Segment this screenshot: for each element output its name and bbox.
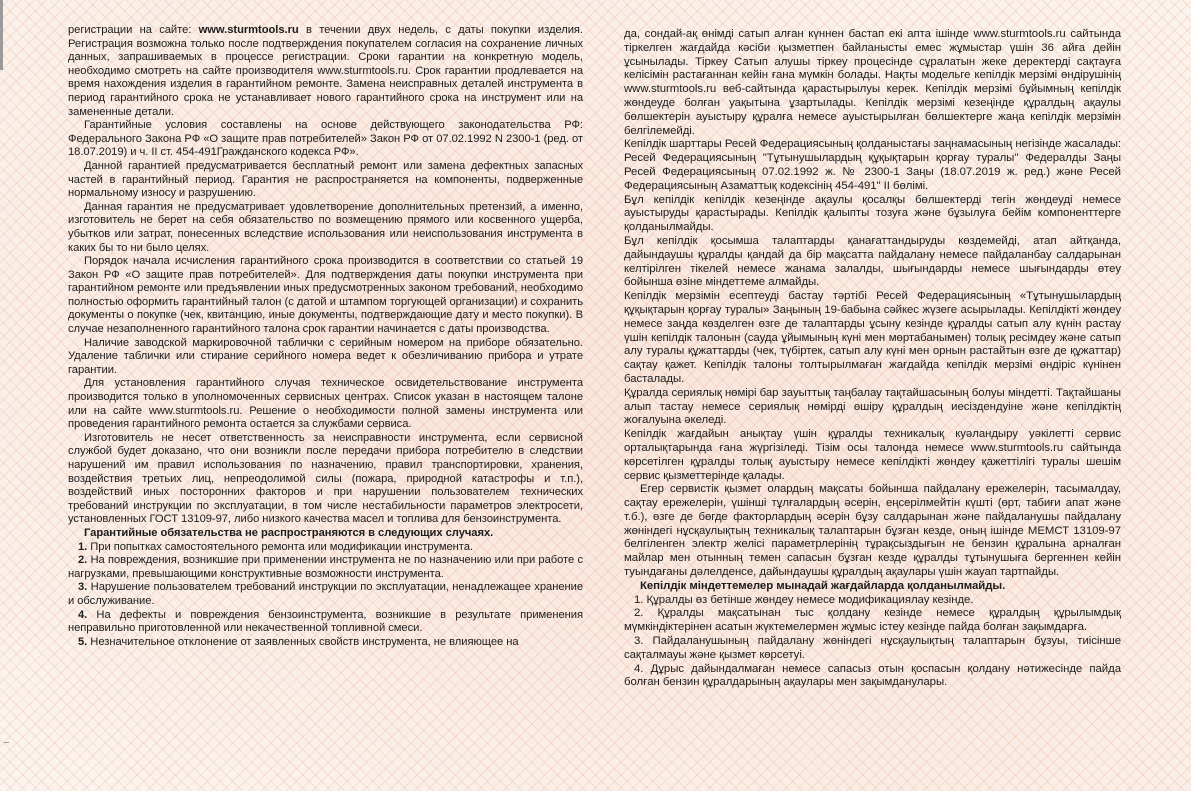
legal-basis-paragraph: Гарантийные условия составлены на основе действующего законодательства РФ: Федерального Закона РФ «О защите прав потребителей» Закон РФ от 07.02.1992 N 2300-1 (ред. от 18.07.2019) и ч. II ст. 454-491Гражданского кодекса РФ». <box>68 119 583 159</box>
kz-exclusion-item-3: 3. Пайдаланушының пайдалану жөніндегі нұсқаулықтың талаптарын бұзуы, тиісінше сақталмауы және қызмет көрсетуі. <box>624 635 1121 661</box>
exclusion-number: 5. <box>78 635 88 648</box>
exclusion-number: 2. <box>78 554 88 567</box>
free-repair-paragraph: Данной гарантией предусматривается бесплатный ремонт или замена дефектных запасных частей в гарантийный период. Гарантия не распространяется на компоненты, подверженные нормальному износу и разрушению. <box>68 159 583 200</box>
kz-registration-paragraph: да, сондай-ақ өнімді сатып алған күннен бастап екі апта ішінде www.sturmtools.ru сайтында тіркелген жағдайда кәсіби қызметпен байланысты емес жұмыстар үшін 36 айға дейін ұсынылады. Тіркеу Сатып алушы тіркеу процесінде сұралатын жеке деректерді сақтауға келісімін растағаннан кейін ғана мүмкін болады. Нақты модельге кепілдік мерзімі өндірушінің www.sturmtools.ru веб-сайтында қарастырылуы керек. Кепілдік мерзімі бұйымның кепілдік жөндеуде болған уақытына ұзартылады. Кепілдік мерзімі кезеңінде құралдың ақаулы бөлшектерін ауыстыру құралға немесе ауыстырылған бөлшектерге жаңа кепілдік мерзімін белгілемейді. <box>624 28 1121 137</box>
page-edge-marker <box>0 0 3 70</box>
exclusion-text: На дефекты и повреждения бензоинструмента, возникшие в результате применения неправильно приготовленной или некачественной топливной смеси. <box>68 608 583 635</box>
exclusion-item-2 <box>68 554 583 581</box>
kz-free-repair-paragraph: Бұл кепілдік кепілдік кезеңінде ақаулы қосалқы бөлшектерді тегін жөндеуді немесе ауыстыруды қарастырады. Кепілдік қалыпты тозуға және бұзылуға бейім компоненттерге қолданылмайды. <box>624 193 1121 234</box>
exclusion-text: На повреждения, возникшие при применении инструмента не по назначению или при работе с нагрузками, превышающими конструктивные возможности инструмента. <box>68 554 583 580</box>
kz-legal-basis-paragraph: Кепілдік шарттары Ресей Федерациясының қолданыстағы заңнамасының негізінде жасалады: Ресей Федерациясының "Тұтынушылардың құқықтарын қорғау туралы" Федералды Заңы Ресей Федерациясының 07.02.1992 ж. № 2300-1 Заңы (18.07.2019 ж. ред.) және Ресей Федерациясының Азаматтық кодексінің 454-491" II бөлімі. <box>624 138 1121 192</box>
russian-warranty-column <box>68 24 583 649</box>
kz-exclusion-item-2: 2. Құралды мақсатынан тыс қолдану кезінде немесе құралдың құрылымдық мүмкіндіктерінен асатын жүктемелермен жұмыс істеу кезінде пайда болған зақымдарға. <box>624 607 1121 634</box>
kz-warranty-start-paragraph: Кепілдік мерзімін есептеуді бастау тәртібі Ресей Федерациясының «Тұтынушылардың құқықтарын қорғау туралы» Заңының 19-бабына сәйкес жүзеге асырылады. Кепілдікті жөндеу немесе заңда көзделген өзге де талаптарды ұсыну кезінде құралды сатып алу күнін растау үшін кепілдік талонын (сауда ұйымының күні мен мөртабанымен) толық ресімдеу және сатып алу туралы құжаттарды (чек, түбіртек, сатып алу күні мен орнын растайтын өзге де құжаттар) сақтау қажет. Кепілдік талоны толтырылмаған жағдайда кепілдік мерзімі өндіріс күнінен басталады. <box>624 290 1121 385</box>
kz-exclusion-item-1: 1. Құралды өз бетінше жөндеу немесе модификациялау кезінде. <box>634 593 974 606</box>
exclusion-text: Незначительное отклонение от заявленных свойств инструмента, не влияющее на <box>87 635 519 648</box>
exclusion-number: 3. <box>78 581 88 594</box>
kz-serial-plate-paragraph: Құралда сериялық нөмірі бар зауыттық таңбалау тақтайшасының болуы міндетті. Тақтайшаны алып тастау немесе сериялық нөмірді өшіру құралдың иесіздендуіне және кепілдіктің жоғалуына әкеледі. <box>624 386 1121 427</box>
serial-plate-paragraph: Наличие заводской маркировочной таблички с серийным номером на приборе обязательно. Удаление таблички или стирание серийного номера ведет к обезличиванию прибора и утрате гарантии. <box>68 336 583 376</box>
kz-exclusions-heading: Кепілдік міндеттемелер мынадай жағдайларда қолданылмайды. <box>640 579 1006 592</box>
manufacturer-liability-paragraph: Изготовитель не несет ответственность за неисправности инструмента, если сервисной службой будет доказано, что они возникли после передачи прибора потребителю в следствии нарушений им правил использования по назначению, правил транспортировки, хранения, воздействия третьих лиц, непреодолимой силы (пожара, природной катастрофы и т.п.), воздействий иных посторонних факторов и при нарушении пользователем технических требований инструкции по эксплуатации, в том числе нестабильности параметров электросети, установленных ГОСТ 13109-97, либо низкого качества масел и топлива для бензоинструмента. <box>68 431 583 526</box>
exclusion-text: Нарушение пользователем требований инструкции по эксплуатации, ненадлежащее хранение и обслуживание. <box>68 581 583 607</box>
no-additional-claims-paragraph: Данная гарантия не предусматривает удовлетворение дополнительных претензий, а именно, изготовитель не берет на себя обязательство по возмещению прямого или косвенного ущерба, убытков или затрат, понесенных вследствие использования или неиспользования инструмента в каких бы то ни было целях. <box>68 200 583 254</box>
exclusion-item-3 <box>68 581 583 608</box>
kz-service-center-paragraph: Кепілдік жағдайын анықтау үшін құралды техникалық куәландыру уәкілетті сервис орталықтарында ғана жүргізіледі. Тізім осы талонда немесе www.sturmtools.ru сайтында көрсетілген құралды толық ауыстыру немесе кепілдікті жөндеу қажеттілігі туралы шешім сервис қызметтерінде қалады. <box>624 428 1121 482</box>
kz-manufacturer-liability-paragraph: Егер сервистік қызмет олардың мақсаты бойынша пайдалану ережелерін, тасымалдау, сақтау ережелерін, үшінші тұлғалардың әсерін, еңсерілмейтін күшті (өрт, табиғи апат және т.б.), өзге де бөгде факторлардың әсерін бұзу салдарынан және пайдаланушы пайдалану жөніндегі нұсқаулықтың техникалық талаптарын бұзған кезде, оның ішінде МЕМСТ 13109-97 белгіленген электр желісі параметрлерінің тұрақсыздығын не бензин құралына арналған майлар мен отынның темен сапасын бұзған кезде құралды тұтынушыға бергеннен кейін туындағаны дәлелденсе, дайындаушы құралдың ақаулары үшін жауап тартпайды. <box>624 483 1121 579</box>
kazakh-warranty-column <box>624 28 1121 690</box>
exclusions-heading: Гарантийные обязательства не распространяются в следующих случаях. <box>84 526 494 539</box>
kz-exclusion-item-4: 4. Дұрыс дайындалмаған немесе сапасыз отын қоспасын қолдану нәтижесінде пайда болған бензин құралдарының ақаулары мен зақымданулары. <box>624 662 1121 689</box>
registration-prefix: регистрации на сайте: <box>68 24 199 36</box>
exclusion-item-4 <box>68 609 583 636</box>
service-center-paragraph: Для установления гарантийного случая техническое освидетельствование инструмента производится только в уполномоченных сервисных центрах. Список указан в настоящем талоне или на сайте www.sturmtools.ru. Решение о необходимости полной замены инструмента или проведения гарантийного ремонта остается за службами сервиса. <box>68 377 583 431</box>
kz-no-additional-claims-paragraph: Бұл кепілдік қосымша талаптарды қанағаттандыруды көздемейді, атап айтқанда, дайындаушы құралды қандай да бір мақсатта пайдалану немесе пайдаланбау салдарынан келтірілген тікелей немесе жанама залалды, шығындарды немесе шығындарды өтеу бойынша өзіне міндеттеме алмайды. <box>624 234 1121 289</box>
page-crop-mark <box>4 742 9 743</box>
registration-rest: в течении двух недель, с даты покупки изделия. Регистрация возможна только после подтверждения покупателем согласия на сохранение личных данных, запрашиваемых в процессе регистрации. Сроки гарантии на конкретную модель, необходимо смотреть на сайте производителя www.sturmtools.ru. Срок гарантии продлевается на время нахождения изделия в гарантийном ремонте. Замена неисправных деталей инструмента в период гарантийного срока не устанавливает нового гарантийного срока на инструмент или на замененные детали. <box>68 24 583 118</box>
registration-site-link[interactable]: www.sturmtools.ru <box>198 24 299 36</box>
registration-paragraph <box>68 24 583 119</box>
warranty-start-paragraph: Порядок начала исчисления гарантийного срока производится в соответствии со статьей 19 Закон РФ «О защите прав потребителей». Для подтверждения даты покупки инструмента при гарантийном ремонте или предъявлении иных предусмотренных законом требований, необходимо полностью оформить гарантийный талон (с датой и штампом торгующей организации) и сохранить документы о покупке (чек, квитанцию, иные документы, подтверждающие дату и место покупки). В случае незаполненного гарантийного талона срок гарантии начинается с даты производства. <box>68 255 583 336</box>
exclusion-text: При попытках самостоятельного ремонта или модификации инструмента. <box>87 540 473 553</box>
exclusion-number: 4. <box>78 608 88 621</box>
exclusion-item-5 <box>68 636 583 650</box>
exclusion-number: 1. <box>78 540 88 553</box>
exclusion-item-1 <box>68 541 583 555</box>
